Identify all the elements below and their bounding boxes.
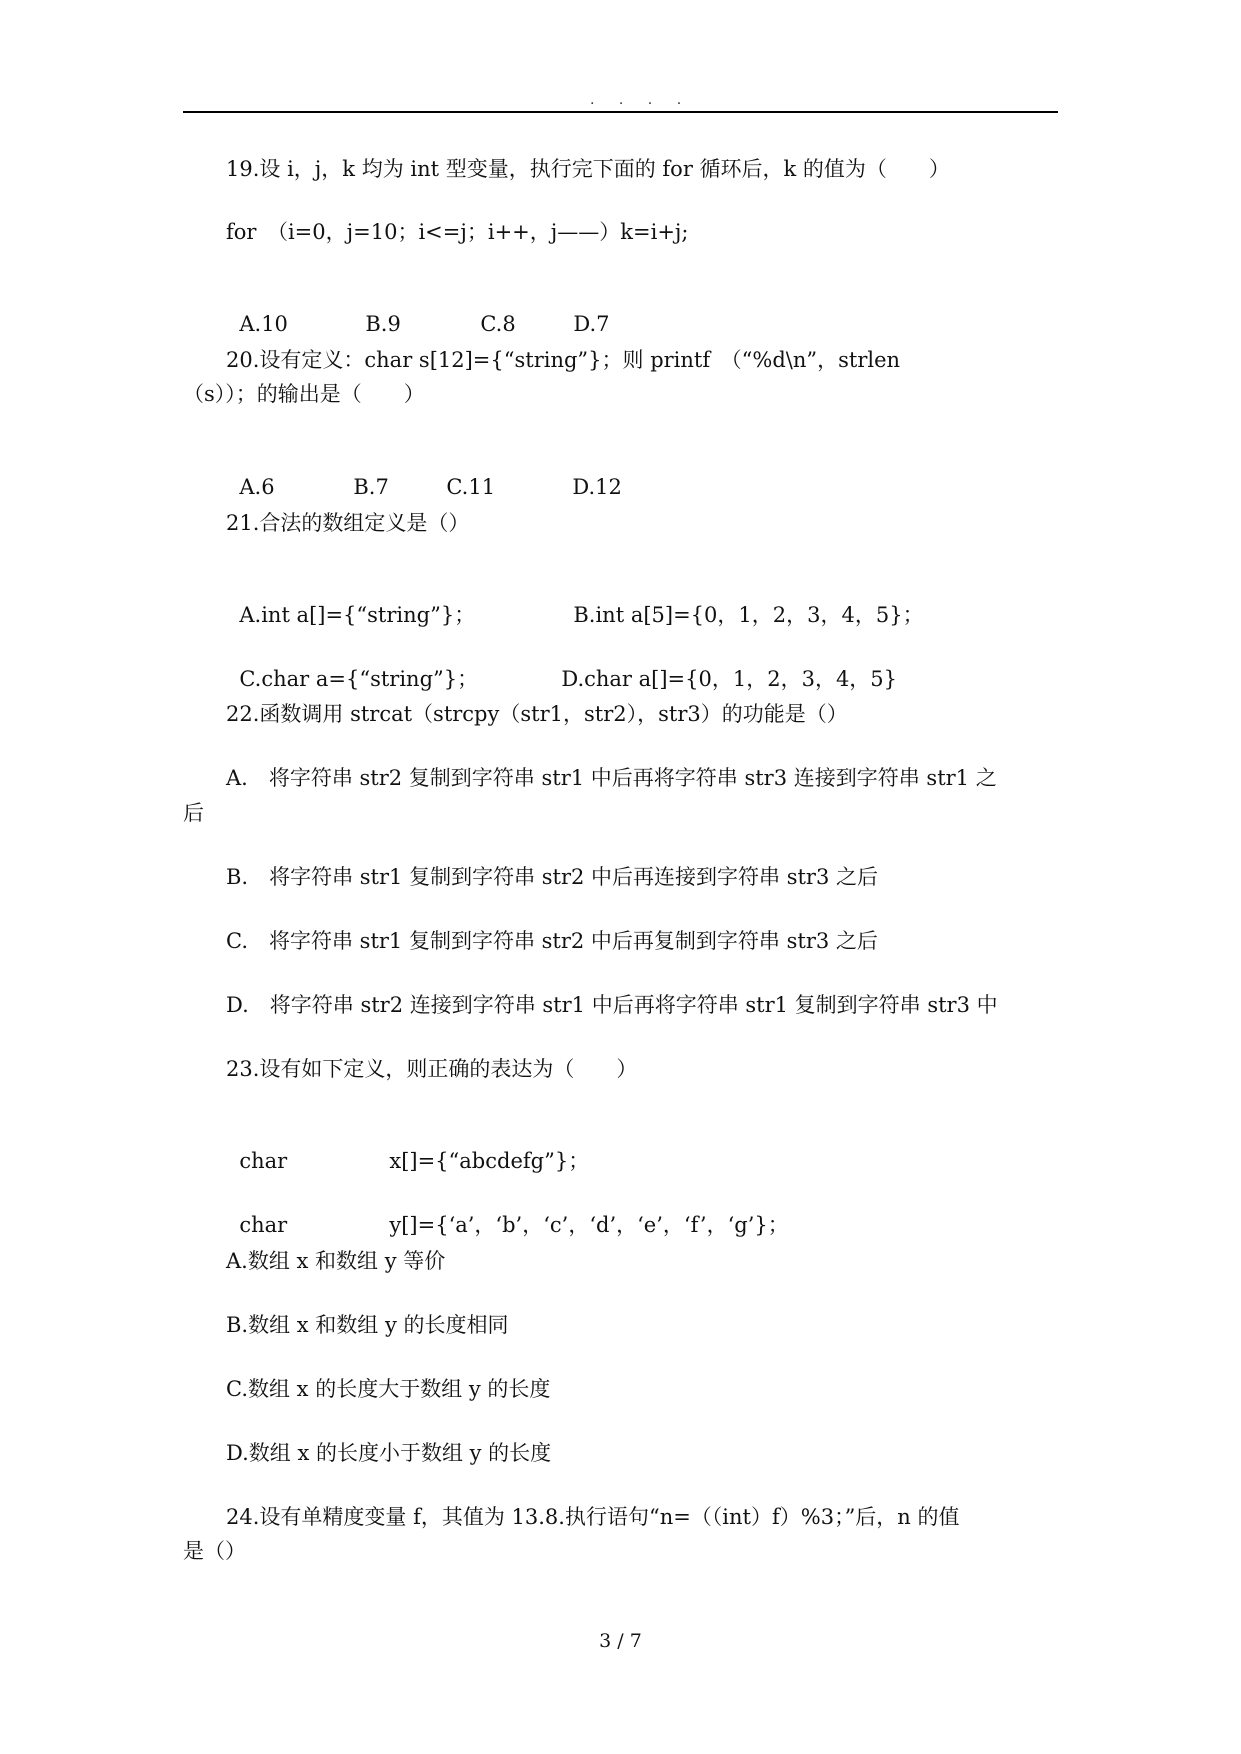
q19-option-d: D.7	[573, 312, 610, 336]
q19-option-b: B.9	[365, 312, 401, 336]
q19-option-c: C.8	[480, 312, 516, 336]
q21-option-d: D.char a[]={0，1，2，3，4，5}	[561, 667, 898, 691]
q20-stem-line1: 20.设有定义：char s[12]={“string”}；则 printf （“%d\n”，strlen	[226, 348, 901, 372]
q19-stem: 19.设 i，j，k 均为 int 型变量，执行完下面的 for 循环后，k 的值为（ ）	[226, 157, 950, 181]
q20-option-d: D.12	[572, 475, 622, 499]
q23-stem: 23.设有如下定义，则正确的表达为（ ）	[226, 1057, 638, 1081]
header-rule	[183, 111, 1058, 113]
q20-option-b: B.7	[353, 475, 389, 499]
q21-option-a: A.int a[]={“string”}；	[239, 603, 476, 627]
q22-stem: 22.函数调用 strcat（strcpy（str1，str2），str3）的功能是（）	[226, 702, 848, 726]
q22-option-b: B. 将字符串 str1 复制到字符串 str2 中后再连接到字符串 str3 之后	[226, 865, 879, 889]
q22-option-c: C. 将字符串 str1 复制到字符串 str2 中后再复制到字符串 str3 之后	[226, 929, 878, 953]
q21-options-row2	[226, 637, 897, 693]
q22-option-d: D. 将字符串 str2 连接到字符串 str1 中后再将字符串 str1 复制到字符串 str3 中	[226, 993, 998, 1017]
page-number: 3 / 7	[599, 1630, 642, 1652]
q23-code1	[226, 1119, 589, 1175]
q22-option-a-line1: A. 将字符串 str2 复制到字符串 str1 中后再将字符串 str3 连接到字符串 str1 之	[226, 766, 997, 790]
q23-code1-keyword: char	[239, 1149, 288, 1173]
q23-code2	[226, 1183, 789, 1239]
q20-options	[226, 445, 622, 501]
q20-stem-line2: （s））；的输出是（ ）	[183, 382, 425, 406]
q23-code2-keyword: char	[239, 1213, 288, 1237]
q23-code2-rest: y[]={‘a’，‘b’，‘c’，‘d’，‘e’，‘f’，‘g’}；	[389, 1213, 789, 1237]
q21-option-c: C.char a={“string”}；	[239, 667, 479, 691]
q23-option-b: B.数组 x 和数组 y 的长度相同	[226, 1313, 509, 1337]
q19-code: for （i=0，j=10；i<=j；i++，j——）k=i+j;	[226, 220, 689, 244]
q23-option-d: D.数组 x 的长度小于数组 y 的长度	[226, 1441, 552, 1465]
q20-option-c: C.11	[446, 475, 496, 499]
q24-stem-line1: 24.设有单精度变量 f，其值为 13.8.执行语句“n=（（int）f）%3；”后，n 的值	[226, 1505, 960, 1529]
q22-option-a-line2: 后	[183, 801, 204, 825]
q24-stem-line2: 是（）	[183, 1539, 246, 1563]
q19-options	[226, 282, 609, 338]
q19-option-a: A.10	[239, 312, 288, 336]
header-dots: . . . .	[590, 92, 692, 108]
q23-option-c: C.数组 x 的长度大于数组 y 的长度	[226, 1377, 551, 1401]
q21-options-row1	[226, 573, 924, 629]
q20-option-a: A.6	[239, 475, 275, 499]
q21-stem: 21.合法的数组定义是（）	[226, 511, 470, 535]
q23-option-a: A.数组 x 和数组 y 等价	[226, 1249, 446, 1273]
q21-option-b: B.int a[5]={0，1，2，3，4，5}；	[573, 603, 924, 627]
q23-code1-rest: x[]={“abcdefg”}；	[389, 1149, 590, 1173]
